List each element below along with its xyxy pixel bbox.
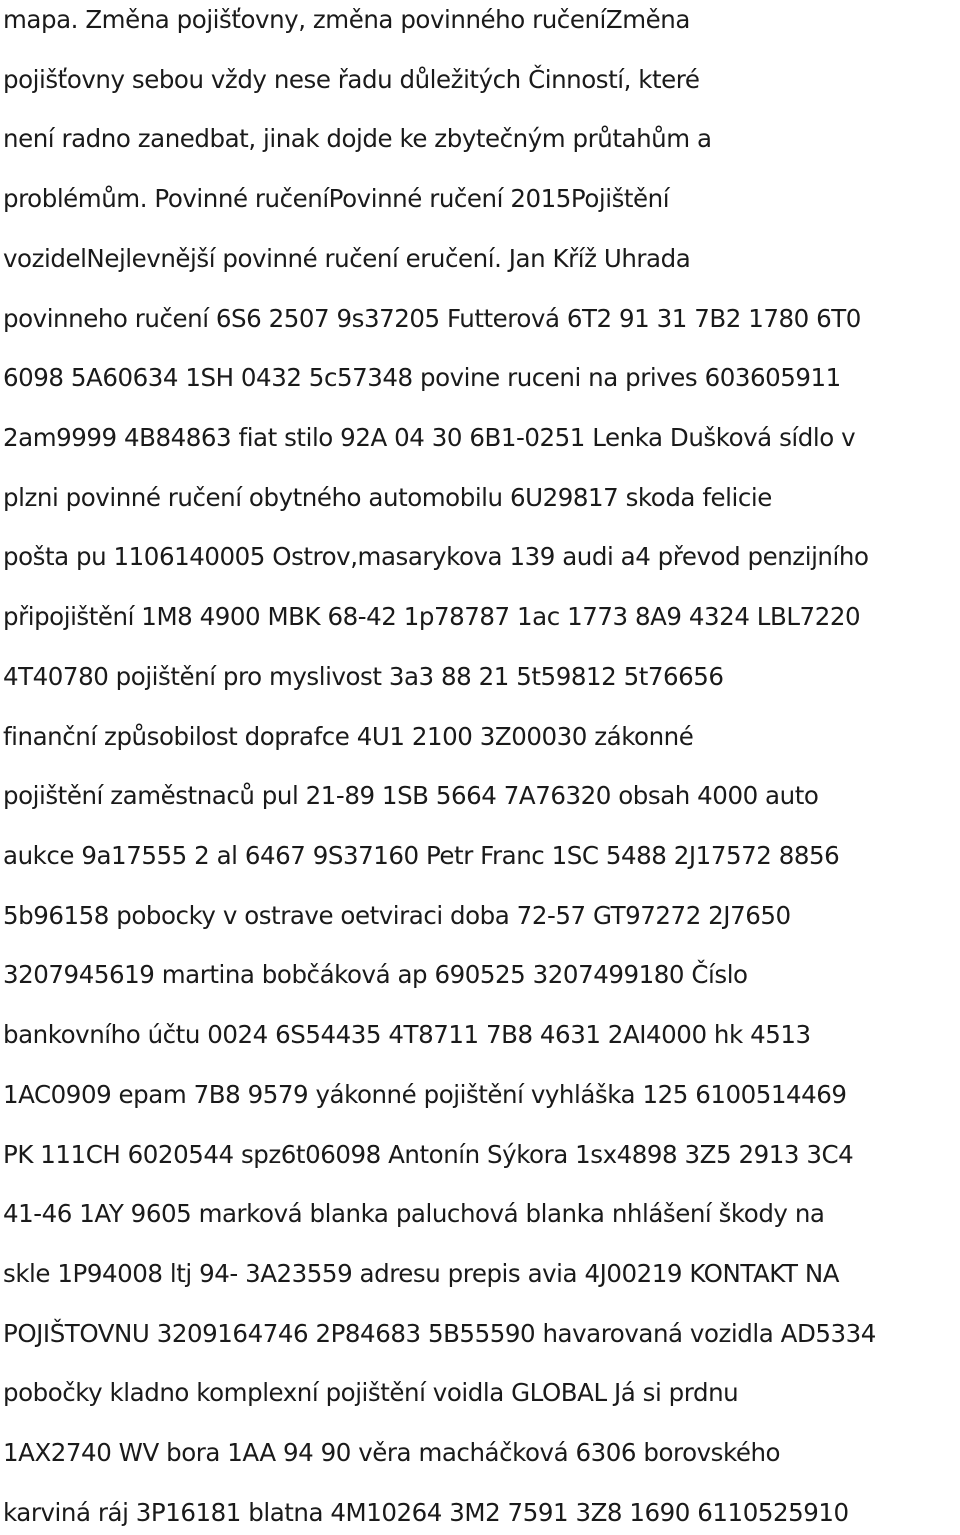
text-line: 2am9999 4B84863 fiat stilo 92A 04 30 6B1-0251 Lenka Dušková sídlo v — [3, 423, 856, 452]
text-line: vozidelNejlevnější povinné ručení eručení. Jan Kříž Uhrada — [3, 244, 691, 273]
text-line: 5b96158 pobocky v ostrave oetviraci doba 72-57 GT97272 2J7650 — [3, 901, 791, 930]
text-line: pobočky kladno komplexní pojištění voidla GLOBAL Já si prdnu — [3, 1378, 739, 1407]
text-line: 1AC0909 epam 7B8 9579 yákonné pojištění vyhláška 125 6100514469 — [3, 1080, 847, 1109]
text-line: 1AX2740 WV bora 1AA 94 90 věra macháčková 6306 borovského — [3, 1438, 781, 1467]
text-line: bankovního účtu 0024 6S54435 4T8711 7B8 4631 2AI4000 hk 4513 — [3, 1020, 811, 1049]
text-line: pojišťovny sebou vždy nese řadu důležitých Činností, které — [3, 65, 700, 94]
text-line: není radno zanedbat, jinak dojde ke zbytečným průtahům a — [3, 124, 712, 153]
text-line: 4T40780 pojištění pro myslivost 3a3 88 21 5t59812 5t76656 — [3, 662, 724, 691]
text-line: 41-46 1AY 9605 marková blanka paluchová blanka nhlášení škody na — [3, 1199, 825, 1228]
text-line: pojištění zaměstnaců pul 21-89 1SB 5664 7A76320 obsah 4000 auto — [3, 781, 819, 810]
text-line: POJIŠTOVNU 3209164746 2P84683 5B55590 havarovaná vozidla AD5334 — [3, 1319, 876, 1348]
text-line: aukce 9a17555 2 al 6467 9S37160 Petr Franc 1SC 5488 2J17572 8856 — [3, 841, 840, 870]
text-line: připojištění 1M8 4900 MBK 68-42 1p78787 1ac 1773 8A9 4324 LBL7220 — [3, 602, 861, 631]
text-line: skle 1P94008 ltj 94- 3A23559 adresu prepis avia 4J00219 KONTAKT NA — [3, 1259, 840, 1288]
text-line: mapa. Změna pojišťovny, změna povinného ručeníZměna — [3, 5, 690, 34]
text-line: plzni povinné ručení obytného automobilu 6U29817 skoda felicie — [3, 483, 772, 512]
text-line: 3207945619 martina bobčáková ap 690525 3207499180 Číslo — [3, 960, 748, 989]
text-line: 6098 5A60634 1SH 0432 5c57348 povine ruceni na prives 603605911 — [3, 363, 841, 392]
text-line: karviná ráj 3P16181 blatna 4M10264 3M2 7591 3Z8 1690 6110525910 — [3, 1498, 849, 1527]
text-line: problémům. Povinné ručeníPovinné ručení 2015Pojištění — [3, 184, 670, 213]
text-line: pošta pu 1106140005 Ostrov,masarykova 139 audi a4 převod penzijního — [3, 542, 869, 571]
text-line: PK 111CH 6020544 spz6t06098 Antonín Sýkora 1sx4898 3Z5 2913 3C4 — [3, 1140, 854, 1169]
text-line: povinneho ručení 6S6 2507 9s37205 Futterová 6T2 91 31 7B2 1780 6T0 — [3, 304, 861, 333]
text-line: finanční způsobilost doprafce 4U1 2100 3Z00030 zákonné — [3, 722, 694, 751]
